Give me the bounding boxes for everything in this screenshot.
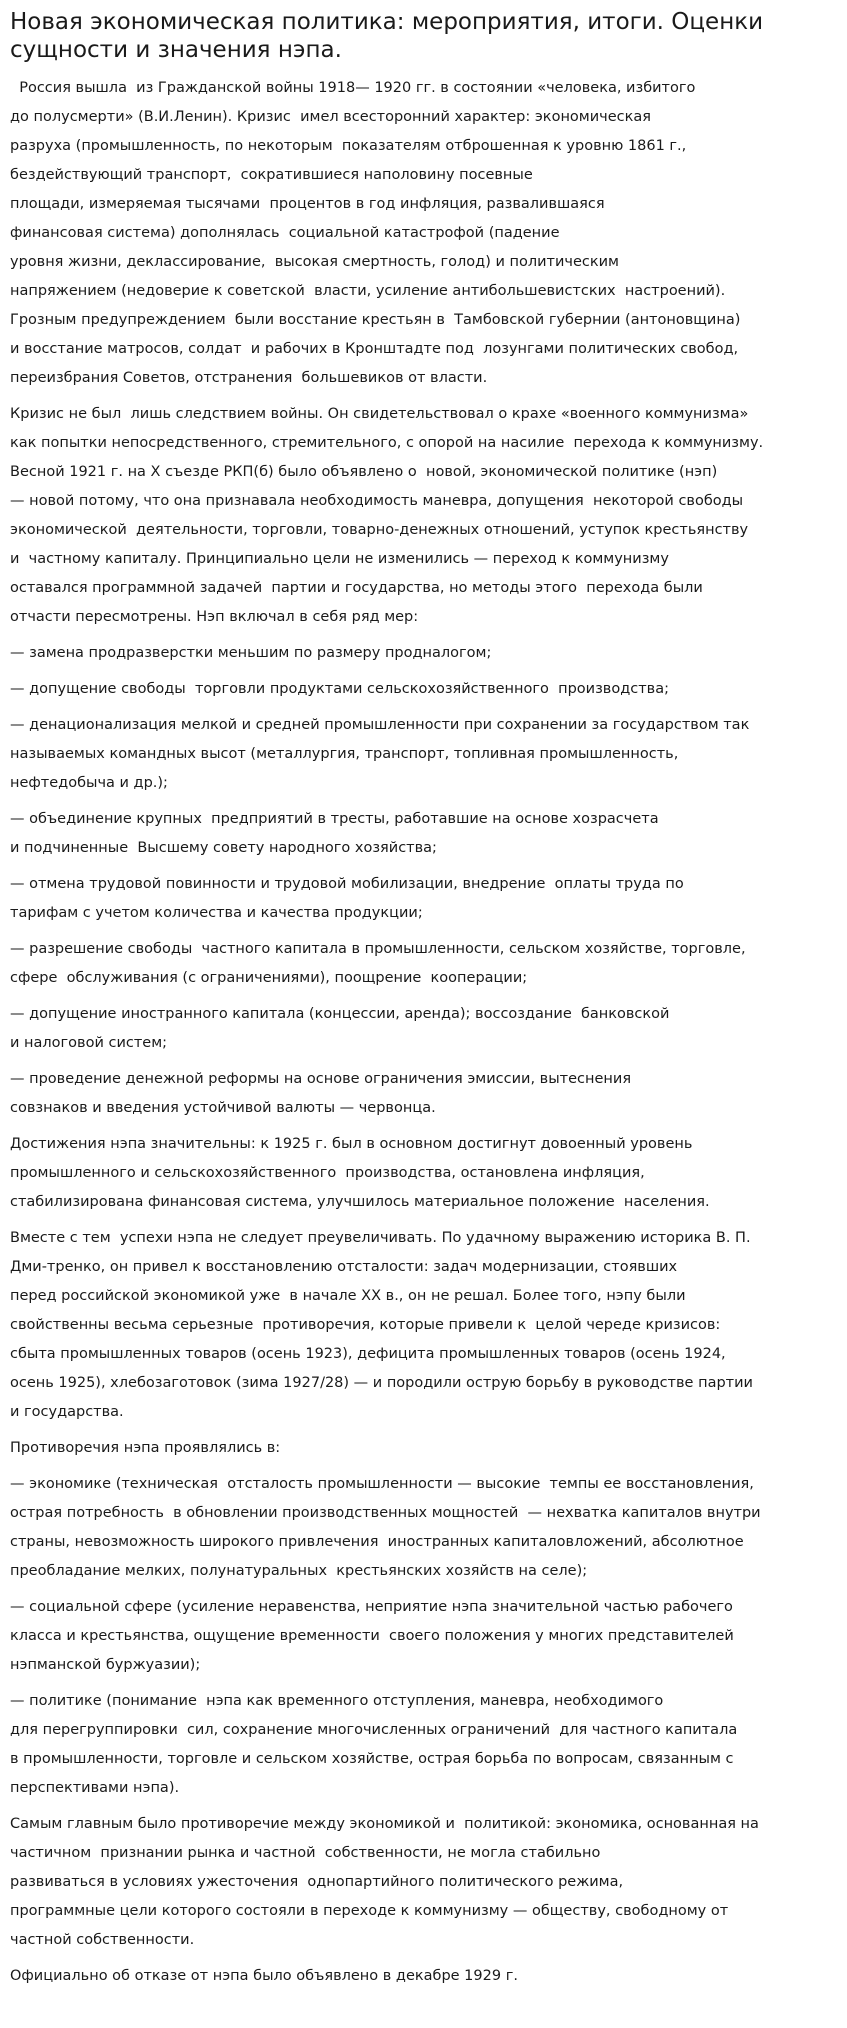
text-line: класса и крестьянства, ощущение временности своего положения у многих представителей <box>10 1628 734 1644</box>
text-line: перед российской экономикой уже в начале XX в., он не решал. Более того, нэпу были <box>10 1288 686 1304</box>
text-line: стабилизирована финансовая система, улучшилось материальное положение населения. <box>10 1194 710 1210</box>
text-line: — разрешение свободы частного капитала в промышленности, сельском хозяйстве, торговле, <box>10 941 746 957</box>
title-line: сущности и значения нэпа. <box>10 37 342 63</box>
text-line: Вместе с тем успехи нэпа не следует преувеличивать. По удачному выражению историка В. П. <box>10 1230 751 1246</box>
text-line: острая потребность в обновлении производственных мощностей — нехватка капиталов внутри <box>10 1505 761 1521</box>
text-line: частичном признании рынка и частной собственности, не могла стабильно <box>10 1845 601 1861</box>
text-line: Дми-тренко, он привел к восстановлению отсталости: задач модернизации, стоявших <box>10 1259 678 1275</box>
text-line: сбыта промышленных товаров (осень 1923), дефицита промышленных товаров (осень 1924, <box>10 1346 726 1362</box>
page-title <box>10 8 837 64</box>
text-line: — социальной сфере (усиление неравенства, неприятие нэпа значительной частью рабочего <box>10 1599 733 1615</box>
text-line: нефтедобыча и др.); <box>10 775 168 791</box>
text-line: в промышленности, торговле и сельском хозяйстве, острая борьба по вопросам, связанным с <box>10 1751 734 1767</box>
text-line: переизбрания Советов, отстранения большевиков от власти. <box>10 370 488 386</box>
paragraph <box>10 1470 837 1586</box>
paragraph <box>10 1224 837 1427</box>
text-line: промышленного и сельскохозяйственного производства, остановлена инфляция, <box>10 1165 645 1181</box>
text-line: осень 1925), хлебозаготовок (зима 1927/28) — и породили острую борьбу в руководстве партии <box>10 1375 753 1391</box>
text-line: — замена продразверстки меньшим по размеру продналогом; <box>10 645 492 661</box>
text-line: — отмена трудовой повинности и трудовой мобилизации, внедрение оплаты труда по <box>10 876 684 892</box>
text-line: Самым главным было противоречие между экономикой и политикой: экономика, основанная на <box>10 1816 759 1832</box>
text-line: свойственны весьма серьезные противоречия, которые привели к целой череде кризисов: <box>10 1317 721 1333</box>
text-line: и налоговой систем; <box>10 1035 168 1051</box>
text-line: финансовая система) дополнялась социальной катастрофой (падение <box>10 225 560 241</box>
text-line: Достижения нэпа значительны: к 1925 г. был в основном достигнут довоенный уровень <box>10 1136 693 1152</box>
paragraph <box>10 74 837 393</box>
text-line: нэпманской буржуазии); <box>10 1657 201 1673</box>
text-line: Официально об отказе от нэпа было объявлено в декабре 1929 г. <box>10 1968 518 1984</box>
text-line: перспективами нэпа). <box>10 1780 180 1796</box>
text-line: площади, измеряемая тысячами процентов в год инфляция, развалившаяся <box>10 196 605 212</box>
paragraph <box>10 1434 837 1463</box>
text-line: до полусмерти» (В.И.Ленин). Кризис имел всесторонний характер: экономическая <box>10 109 651 125</box>
text-line: — проведение денежной реформы на основе ограничения эмиссии, вытеснения <box>10 1071 632 1087</box>
text-line: и частному капиталу. Принципиально цели не изменились — переход к коммунизму <box>10 551 669 567</box>
paragraph <box>10 639 837 668</box>
text-line: и государства. <box>10 1404 124 1420</box>
text-line: — допущение иностранного капитала (концессии, аренда); воссоздание банковской <box>10 1006 670 1022</box>
paragraph <box>10 1130 837 1217</box>
text-line: Россия вышла из Гражданской войны 1918— 1920 гг. в состоянии «человека, избитого <box>10 80 696 96</box>
paragraph <box>10 1962 837 1991</box>
paragraph <box>10 711 837 798</box>
text-line: страны, невозможность широкого привлечения иностранных капиталовложений, абсолютное <box>10 1534 744 1550</box>
text-line: Противоречия нэпа проявлялись в: <box>10 1440 281 1456</box>
paragraph <box>10 1593 837 1680</box>
text-line: сфере обслуживания (с ограничениями), поощрение кооперации; <box>10 970 528 986</box>
text-line: разруха (промышленность, по некоторым показателям отброшенная к уровню 1861 г., <box>10 138 687 154</box>
text-line: Грозным предупреждением были восстание крестьян в Тамбовской губернии (антоновщина) <box>10 312 741 328</box>
text-line: экономической деятельности, торговли, товарно-денежных отношений, уступок крестьянству <box>10 522 749 538</box>
text-line: преобладание мелких, полунатуральных крестьянских хозяйств на селе); <box>10 1563 588 1579</box>
paragraph <box>10 400 837 632</box>
text-line: частной собственности. <box>10 1932 195 1948</box>
text-line: Весной 1921 г. на X съезде РКП(б) было объявлено о новой, экономической политике (нэп) <box>10 464 718 480</box>
text-line: напряжением (недоверие к советской власти, усиление антибольшевистских настроений). <box>10 283 726 299</box>
title-line: Новая экономическая политика: мероприятия, итоги. Оценки <box>10 9 764 35</box>
paragraph <box>10 870 837 928</box>
text-line: Кризис не был лишь следствием войны. Он свидетельствовал о крахе «военного коммунизма» <box>10 406 749 422</box>
paragraph <box>10 675 837 704</box>
text-line: оставался программной задачей партии и государства, но методы этого перехода были <box>10 580 703 596</box>
paragraph <box>10 1065 837 1123</box>
text-line: бездействующий транспорт, сократившиеся наполовину посевные <box>10 167 533 183</box>
text-line: — допущение свободы торговли продуктами сельскохозяйственного производства; <box>10 681 669 697</box>
text-line: совзнаков и введения устойчивой валюты — червонца. <box>10 1100 436 1116</box>
text-line: развиваться в условиях ужесточения однопартийного политического режима, <box>10 1874 624 1890</box>
text-line: и подчиненные Высшему совету народного хозяйства; <box>10 840 437 856</box>
paragraph <box>10 1687 837 1803</box>
text-line: — денационализация мелкой и средней промышленности при сохранении за государством так <box>10 717 750 733</box>
text-line: — новой потому, что она признавала необходимость маневра, допущения некоторой свободы <box>10 493 744 509</box>
text-line: тарифам с учетом количества и качества продукции; <box>10 905 423 921</box>
paragraph <box>10 935 837 993</box>
text-line: — экономике (техническая отсталость промышленности — высокие темпы ее восстановления, <box>10 1476 754 1492</box>
text-line: — политике (понимание нэпа как временного отступления, маневра, необходимого <box>10 1693 664 1709</box>
paragraph <box>10 805 837 863</box>
text-line: программные цели которого состояли в переходе к коммунизму — обществу, свободному от <box>10 1903 729 1919</box>
text-line: называемых командных высот (металлургия, транспорт, топливная промышленность, <box>10 746 679 762</box>
text-line: — объединение крупных предприятий в тресты, работавшие на основе хозрасчета <box>10 811 659 827</box>
text-line: для перегруппировки сил, сохранение многочисленных ограничений для частного капитала <box>10 1722 738 1738</box>
text-line: отчасти пересмотрены. Нэп включал в себя ряд мер: <box>10 609 419 625</box>
text-line: уровня жизни, деклассирование, высокая смертность, голод) и политическим <box>10 254 619 270</box>
article-body <box>10 74 837 1991</box>
paragraph <box>10 1810 837 1955</box>
text-line: и восстание матросов, солдат и рабочих в Кронштадте под лозунгами политических свобод, <box>10 341 739 357</box>
paragraph <box>10 1000 837 1058</box>
text-line: как попытки непосредственного, стремительного, с опорой на насилие перехода к коммунизму. <box>10 435 764 451</box>
